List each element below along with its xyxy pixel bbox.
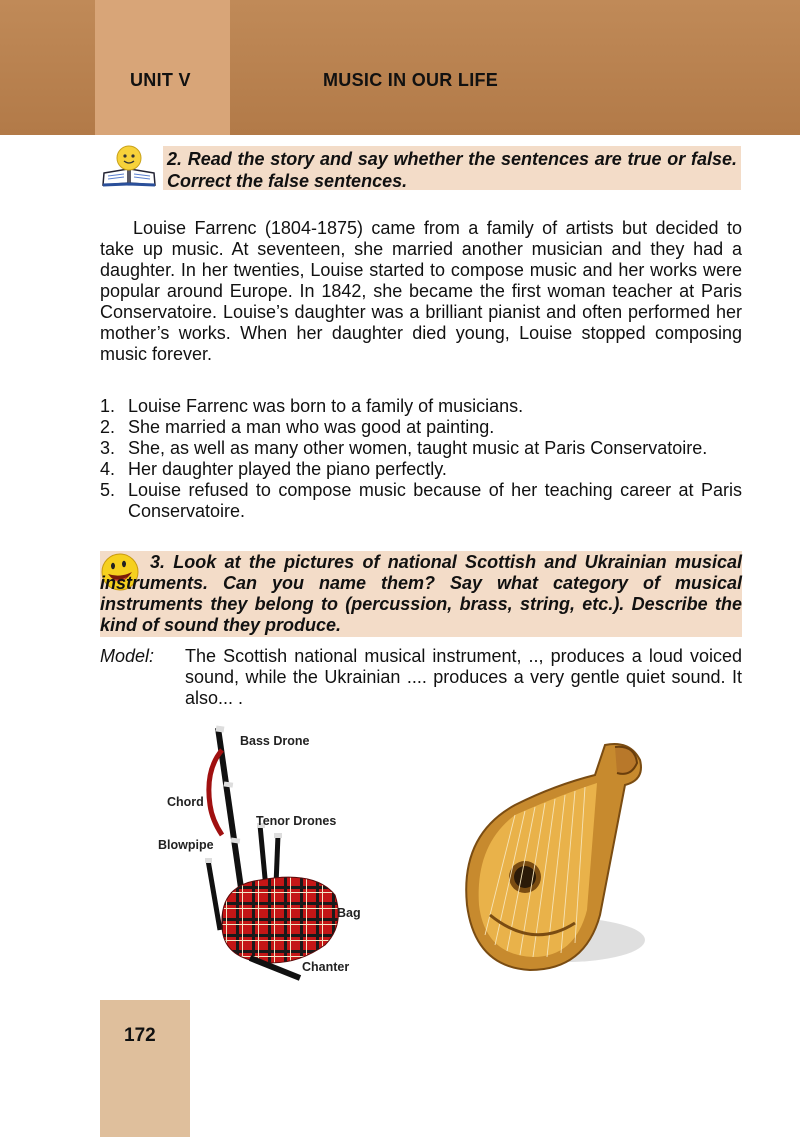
item-number: 4. <box>100 459 116 479</box>
sentence-list <box>100 396 742 522</box>
story-text: Louise Farrenc (1804-1875) came from a family of artists but decided to take up music. At seventeen, she married another musician and they had a daughter. In her twenties, Louise started to compose music and her works were popular around Europe. In 1842, she became the first woman teacher at Paris Conservatoire. Louise’s daughter was a brilliant pianist and often performed her mother’s works. When her daughter died young, Louise stopped composing music forever. <box>100 218 742 364</box>
item-text: She married a man who was good at painting. <box>128 417 495 437</box>
task3-instruction: 3. Look at the pictures of national Scottish and Ukrainian musical instruments. Can you name them? Say what category of musical instruments they belong to (percussion, brass, string, etc.). Describe the kind of sound they produce. <box>100 552 742 635</box>
item-text: Louise Farrenc was born to a family of musicians. <box>128 396 524 416</box>
task2-instruction: 2. Read the story and say whether the sentences are true or false. Correct the false sentences. <box>163 146 741 190</box>
item-number: 1. <box>100 396 116 416</box>
list-item <box>100 417 742 438</box>
label-chord: Chord <box>167 795 204 809</box>
item-number: 3. <box>100 438 116 458</box>
list-item <box>100 438 742 459</box>
list-item <box>100 396 742 417</box>
label-bass-drone: Bass Drone <box>240 734 310 748</box>
page-number-tab <box>100 1000 190 1137</box>
model-label: Model: <box>100 646 155 666</box>
unit-tab <box>95 0 230 135</box>
label-blowpipe: Blowpipe <box>158 838 214 852</box>
model-text: The Scottish national musical instrument, .., produces a loud voiced sound, while the Ukrainian .... produces a very gentle quiet sound. It also... . <box>185 646 742 708</box>
page-heading: MUSIC IN OUR LIFE <box>323 70 499 90</box>
item-number: 2. <box>100 417 116 437</box>
open-book-smiley-icon <box>100 143 158 187</box>
page-number: 172 <box>124 1025 156 1046</box>
label-bag: Bag <box>337 906 361 920</box>
model-answer <box>100 646 742 709</box>
item-text: Her daughter played the piano perfectly. <box>128 459 447 479</box>
item-number: 5. <box>100 480 116 500</box>
unit-label: UNIT V <box>130 70 191 90</box>
item-text: She, as well as many other women, taught music at Paris Conservatoire. <box>128 438 708 458</box>
list-item <box>100 459 742 480</box>
list-item <box>100 480 742 522</box>
item-text: Louise refused to compose music because of her teaching career at Paris Conservatoire. <box>128 480 742 521</box>
bagpipe-illustration <box>150 720 380 990</box>
bandura-illustration <box>455 735 655 985</box>
label-tenor-drones: Tenor Drones <box>256 814 337 828</box>
label-chanter: Chanter <box>302 960 350 974</box>
